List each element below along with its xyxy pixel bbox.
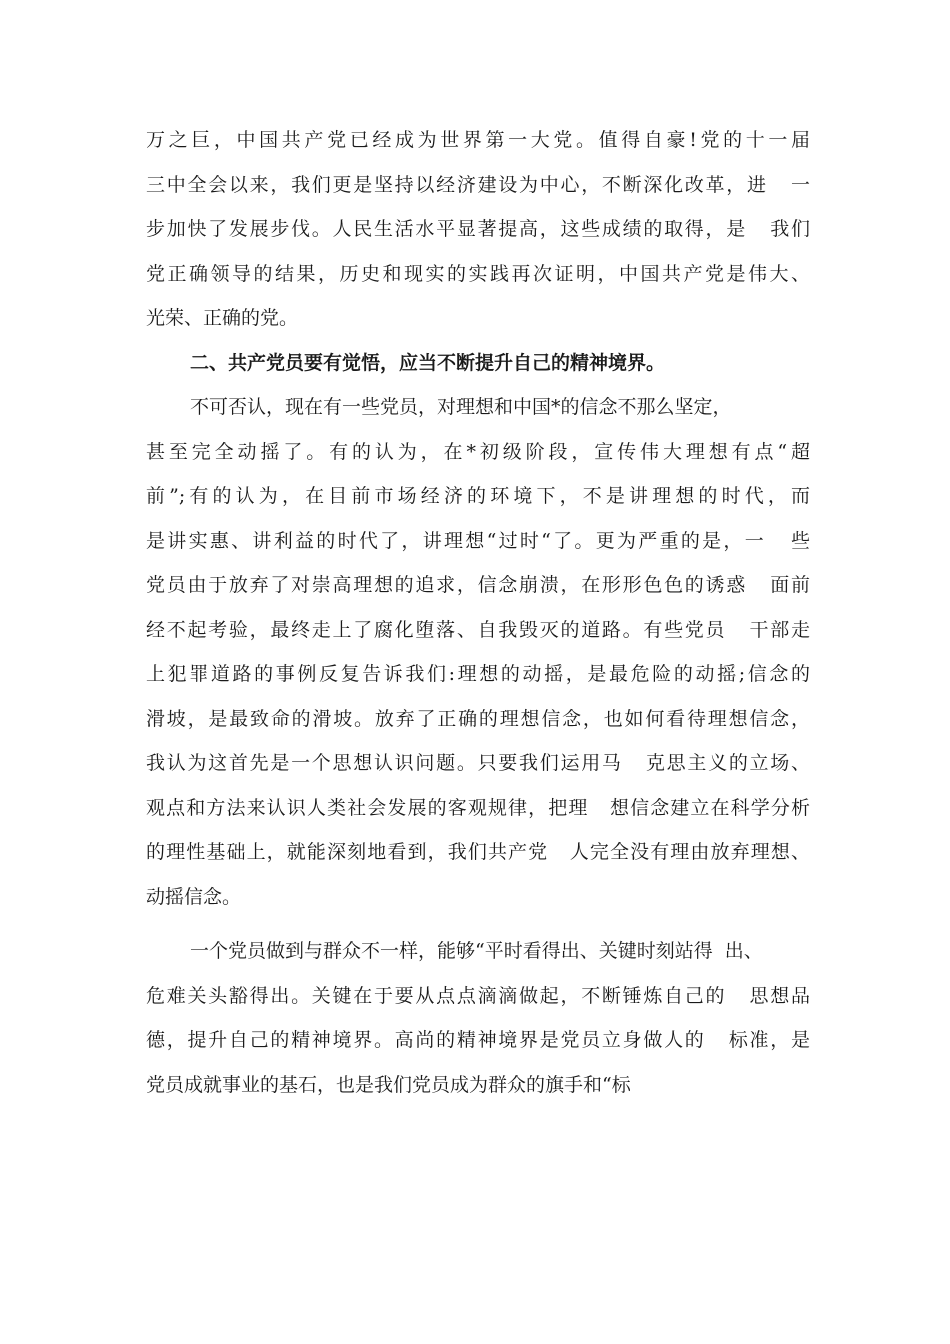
text-line: 万之巨，中国共产党已经成为世界第一大党。值得自豪!党的十一届 bbox=[146, 129, 810, 151]
text-line: 一个党员做到与群众不一样，能够“平时看得出、关键时刻站得 出、 bbox=[190, 940, 763, 962]
text-line: 前”;有的认为，在目前市场经济的环境下，不是讲理想的时代，而 bbox=[146, 485, 810, 507]
text-line: 党员由于放弃了对崇高理想的追求，信念崩溃，在形形色色的诱惑 面前 bbox=[146, 574, 810, 596]
paragraph-3 bbox=[146, 929, 810, 1107]
text-line: 动摇信念。 bbox=[146, 885, 242, 908]
text-line: 经不起考验，最终走上了腐化堕落、自我毁灭的道路。有些党员 干部走 bbox=[146, 618, 810, 641]
text-line: 甚至完全动摇了。有的认为，在*初级阶段，宣传伟大理想有点“超 bbox=[146, 440, 810, 463]
paragraph-gap bbox=[146, 919, 810, 929]
text-line: 党员成就事业的基石，也是我们党员成为群众的旗手和“标 bbox=[146, 1073, 631, 1096]
text-line: 光荣、正确的党。 bbox=[146, 307, 299, 329]
text-line: 危难关头豁得出。关键在于要从点点滴滴做起，不断锤炼自己的 思想品 bbox=[146, 984, 810, 1007]
text-line: 三中全会以来，我们更是坚持以经济建设为中心，不断深化改革，进 一 bbox=[146, 173, 810, 196]
paragraph-1 bbox=[146, 118, 810, 341]
document-body bbox=[146, 118, 810, 1107]
text-line: 的理性基础上，就能深刻地看到，我们共产党 人完全没有理由放弃理想、 bbox=[146, 841, 810, 863]
text-line: 步加快了发展步伐。人民生活水平显著提高，这些成绩的取得，是 我们 bbox=[146, 218, 810, 240]
text-line: 是讲实惠、讲利益的时代了，讲理想“过时“了。更为严重的是，一 些 bbox=[146, 529, 810, 552]
text-line: 滑坡，是最致命的滑坡。放弃了正确的理想信念，也如何看待理想信念， bbox=[146, 707, 810, 730]
text-line: 上犯罪道路的事例反复告诉我们:理想的动摇，是最危险的动摇;信念的 bbox=[146, 663, 810, 685]
text-line: 德，提升自己的精神境界。高尚的精神境界是党员立身做人的 标准，是 bbox=[146, 1029, 810, 1051]
text-line: 我认为这首先是一个思想认识问题。只要我们运用马 克思主义的立场、 bbox=[146, 752, 810, 774]
section-heading: 二、共产党员要有觉悟，应当不断提升自己的精神境界。 bbox=[190, 351, 666, 374]
text-line: 观点和方法来认识人类社会发展的客观规律，把理 想信念建立在科学分析 bbox=[146, 796, 810, 819]
text-line: 党正确领导的结果，历史和现实的实践再次证明，中国共产党是伟大、 bbox=[146, 262, 810, 285]
text-line: 不可否认，现在有一些党员，对理想和中国*的信念不那么坚定， bbox=[190, 396, 732, 418]
paragraph-2 bbox=[146, 385, 810, 919]
